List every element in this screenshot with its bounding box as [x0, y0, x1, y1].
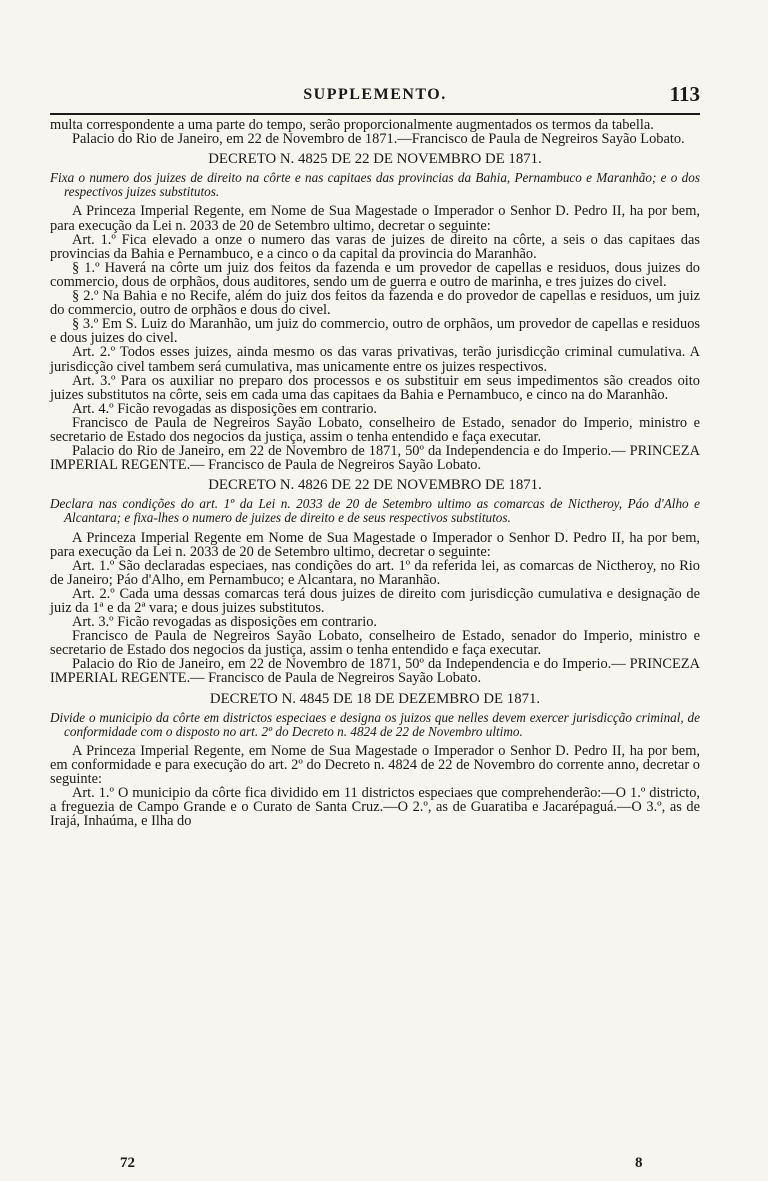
paragraph: A Princeza Imperial Regente, em Nome de Sua Magestade o Imperador o Senhor D. Pedro II, ha por bem, para execução da Lei n. 2033 de 20 de Setembro ultimo, decretar o seguinte: — [50, 203, 700, 234]
paragraph: § 3.º Em S. Luiz do Maranhão, um juiz do commercio, outro de orphãos, um provedor de capellas e residuos e dous juizes do civel. — [50, 316, 700, 347]
paragraph: Art. 3.º Para os auxiliar no preparo dos processos e os substituir em seus impedimentos são creados oito juizes substitutos na côrte, seis em cada uma das capitaes da Bahia e Pernambuco, e cinco na do Maranhão. — [50, 372, 700, 403]
paragraph: Palacio do Rio de Janeiro, em 22 de Novembro de 1871.—Francisco de Paula de Negreiros Sayão Lobato. — [72, 131, 685, 148]
paragraph: multa correspondente a uma parte do tempo, serão proporcionalmente augmentados os termos da tabella. — [50, 117, 654, 133]
running-title: SUPPLEMENTO. — [303, 86, 447, 103]
decree-heading: DECRETO N. 4825 DE 22 DE NOVEMBRO DE 1871. — [208, 151, 542, 168]
signature-mark-left: 72 — [120, 1155, 135, 1171]
page-footer — [50, 1155, 700, 1175]
paragraph: Art. 1.º O municipio da côrte fica dividido em 11 districtos especiaes que comprehenderão:—O 1.º districto, a freguezia de Campo Grande e o Curato de Santa Cruz.—O 2.º, as de Guaratiba e Jacarépaguá.—O 3.º, as de Irajá, Inhaúma, e Ilha do — [50, 785, 700, 830]
paragraph: Palacio do Rio de Janeiro, em 22 de Novembro de 1871, 50º da Independencia e do Imperio.— PRINCEZA IMPERIAL REGENTE.— Francisco de Paula de Negreiros Sayão Lobato. — [50, 656, 700, 687]
paragraph: Art. 2.º Cada uma dessas comarcas terá dous juizes de direito com jurisdicção cumulativa e designação de juiz da 1ª e da 2ª vara; e dous juizes substitutos. — [50, 585, 700, 616]
paragraph: A Princeza Imperial Regente em Nome de Sua Magestade o Imperador o Senhor D. Pedro II, ha por bem, para execução da Lei n. 2033 de 20 de Setembro ultimo, decretar o seguinte: — [50, 529, 700, 560]
page-header — [50, 82, 700, 110]
paragraph: Art. 4.º Ficão revogadas as disposições em contrario. — [72, 400, 377, 417]
page-body — [50, 118, 700, 828]
paragraph: Art. 3.º Ficão revogadas as disposições em contrario. — [72, 614, 377, 631]
page-number: 113 — [669, 82, 700, 106]
signature-mark-right: 8 — [635, 1155, 643, 1171]
decree-summary: Divide o municipio da côrte em districtos especiaes e designa os juizos que nelles devem exercer jurisdicção criminal, de conformidade com o disposto no art. 2º do Decreto n. 4824 de 22 de Novembro ultimo. — [50, 709, 700, 739]
paragraph: Art. 1.º São declaradas especiaes, nas condições do art. 1º da referida lei, as comarcas de Nictheroy, no Rio de Janeiro; Páo d'Alho, em Pernambuco; e Alcantara, no Maranhão. — [50, 557, 700, 588]
decree-summary: Declara nas condições do art. 1º da Lei n. 2033 de 20 de Setembro ultimo as comarcas de Nictheroy, Páo d'Alho e Alcantara; e fixa-lhes o numero de juizes de direito e de seus respectivos substitutos. — [50, 496, 700, 526]
paragraph: Francisco de Paula de Negreiros Sayão Lobato, conselheiro de Estado, senador do Imperio, ministro e secretario de Estado dos negocios da justiça, assim o tenha entendido e faça executar. — [50, 628, 700, 659]
paragraph: § 2.º Na Bahia e no Recife, além do juiz dos feitos da fazenda e do provedor de capellas e residuos, um juiz do commercio, outro de orphãos e dous do civel. — [50, 288, 700, 319]
decree-summary: Fixa o numero dos juizes de direito na côrte e nas capitaes das provincias da Bahia, Pernambuco e Maranhão; e o dos respectivos juizes substitutos. — [50, 170, 700, 200]
paragraph: Palacio do Rio de Janeiro, em 22 de Novembro de 1871, 50º da Independencia e do Imperio.— PRINCEZA IMPERIAL REGENTE.— Francisco de Paula de Negreiros Sayão Lobato. — [50, 443, 700, 474]
paragraph: § 1.º Haverá na côrte um juiz dos feitos da fazenda e um provedor de capellas e residuos, dous juizes do commercio, dous de orphãos, dous auditores, sendo um de guerra e outro de marinha, e tres juizes do civel. — [50, 259, 700, 290]
paragraph: A Princeza Imperial Regente, em Nome de Sua Magestade o Imperador o Senhor D. Pedro II, ha por bem, em conformidade e para execução do art. 2º do Decreto n. 4824 de 22 de Novembro do corrente anno, decretar o seguinte: — [50, 742, 700, 788]
decree-heading: DECRETO N. 4826 DE 22 DE NOVEMBRO DE 1871. — [208, 477, 542, 494]
paragraph: Art. 1.º Fica elevado a onze o numero das varas de juizes de direito na côrte, a seis o das capitaes das provincias da Bahia e Pernambuco, e a cinco o da capital da provincia do Maranhão. — [50, 231, 700, 262]
paragraph: Art. 2.º Todos esses juizes, ainda mesmo os das varas privativas, terão jurisdicção criminal cumulativa. A jurisdicção civel tambem será cumulativa, mas unicamente entre os juizes respectivos. — [50, 344, 700, 375]
paragraph: Francisco de Paula de Negreiros Sayão Lobato, conselheiro de Estado, senador do Imperio, ministro e secretario de Estado dos negocios da justiça, assim o tenha entendido e faça executar. — [50, 414, 700, 445]
decree-heading: DECRETO N. 4845 DE 18 DE DEZEMBRO DE 1871. — [209, 690, 541, 707]
header-rule — [50, 113, 700, 115]
